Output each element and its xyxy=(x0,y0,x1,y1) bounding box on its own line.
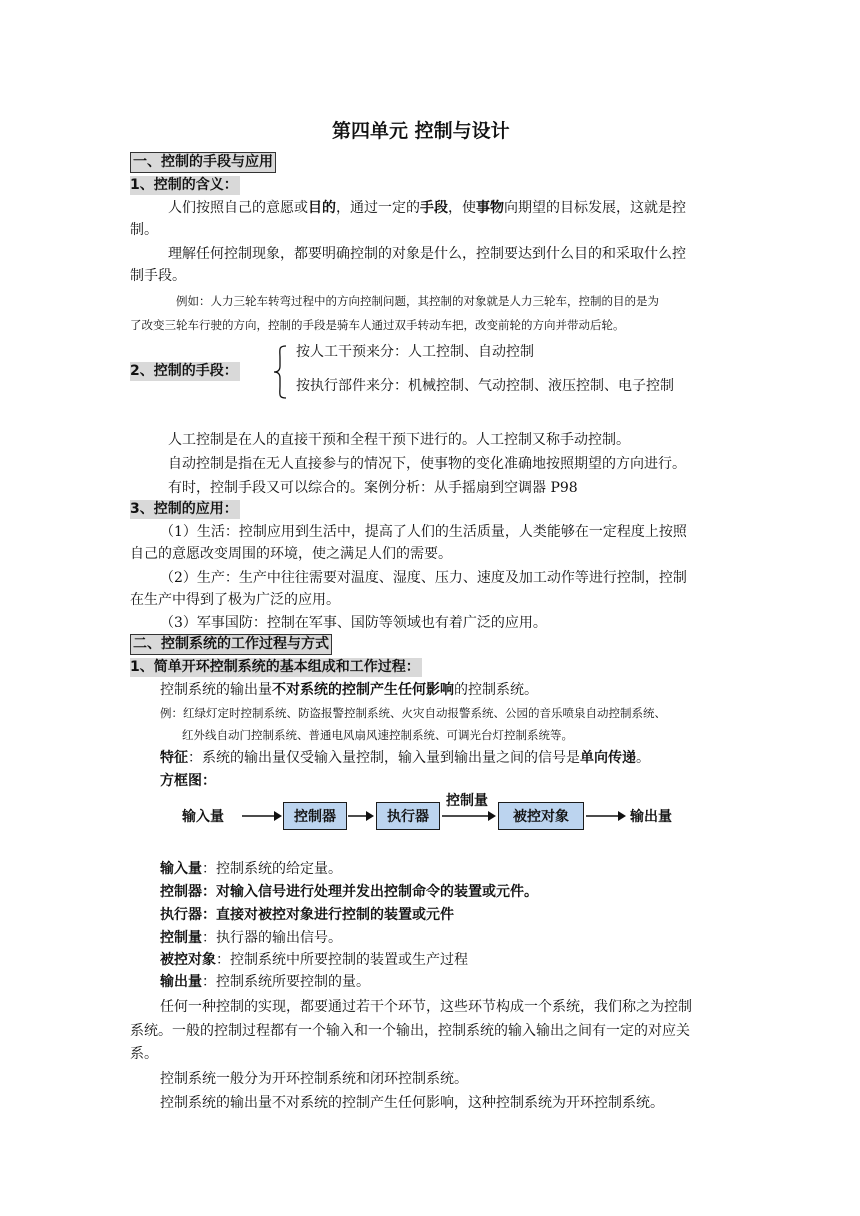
page-title: 第四单元 控制与设计 xyxy=(332,120,510,142)
arrow-right-icon xyxy=(240,808,284,824)
combined-control-text: 有时，控制手段又可以综合的。案例分析：从手摇扇到空调器 P98 xyxy=(168,480,578,496)
subheading-control-application: 3、控制的应用： xyxy=(130,501,238,517)
application-life: （1）生活：控制应用到生活中，提高了人们的生活质量，人类能够在一定程度上按照 xyxy=(160,524,687,540)
closing-paragraph-1-end: 系。 xyxy=(130,1046,158,1062)
brace-icon xyxy=(272,344,288,400)
paragraph-understanding: 理解任何控制现象，都要明确控制的对象是什么，控制要达到什么目的和采取什么控 xyxy=(168,246,686,262)
means-by-actuator: 按执行部件来分：机械控制、气动控制、液压控制、电子控制 xyxy=(296,378,674,394)
definition-controller: 控制器：对输入信号进行处理并发出控制命令的装置或元件。 xyxy=(160,884,538,900)
subheading-control-meaning: 1、控制的含义： xyxy=(130,177,238,193)
subheading-control-means: 2、控制的手段： xyxy=(130,363,238,379)
open-loop-examples-cont: 红外线自动门控制系统、普通电风扇风速控制系统、可调光台灯控制系统等。 xyxy=(182,728,573,742)
application-production: （2）生产：生产中往往需要对温度、湿度、压力、速度及加工动作等进行控制，控制 xyxy=(160,570,687,586)
application-military: （3）军事国防：控制在军事、国防等领域也有着广泛的应用。 xyxy=(160,615,547,631)
section-heading-2: 二、控制系统的工作过程与方式 xyxy=(130,634,332,655)
open-loop-feature: 特征：系统的输出量仅受输入量控制，输入量到输出量之间的信号是单向传递。 xyxy=(160,750,650,766)
diagram-controller-box: 控制器 xyxy=(283,802,347,830)
diagram-controlled-object-box: 被控对象 xyxy=(498,802,584,830)
subheading-open-loop: 1、简单开环控制系统的基本组成和工作过程： xyxy=(130,659,420,675)
paragraph-understanding-cont: 制手段。 xyxy=(130,268,186,284)
definition-actuator: 执行器：直接对被控对象进行控制的装置或元件 xyxy=(160,907,454,923)
closing-paragraph-2: 控制系统一般分为开环控制系统和闭环控制系统。 xyxy=(160,1071,468,1087)
example-tricycle-cont: 了改变三轮车行驶的方向，控制的手段是骑车人通过双手转动车把，改变前轮的方向并带动后轮。 xyxy=(130,318,625,332)
arrow-right-icon xyxy=(346,808,376,824)
arrow-right-icon xyxy=(440,808,498,824)
application-production-cont: 在生产中得到了极为广泛的应用。 xyxy=(130,592,340,608)
diagram-output-label: 输出量 xyxy=(630,809,672,825)
example-tricycle: 例如：人力三轮车转弯过程中的方向控制问题，其控制的对象就是人力三轮车，控制的目的是为 xyxy=(176,294,659,308)
application-life-cont: 自己的意愿改变周围的环境，使之满足人们的需要。 xyxy=(130,546,452,562)
closing-paragraph-1-cont: 系统。一般的控制过程都有一个输入和一个输出，控制系统的输入输出之间有一定的对应关 xyxy=(130,1023,690,1039)
closing-paragraph-1: 任何一种控制的实现，都要通过若干个环节，这些环节构成一个系统，我们称之为控制 xyxy=(160,999,692,1015)
block-diagram-label: 方框图： xyxy=(160,773,216,789)
means-by-intervention: 按人工干预来分：人工控制、自动控制 xyxy=(296,344,534,360)
auto-control-text: 自动控制是指在无人直接参与的情况下，使事物的变化准确地按照期望的方向进行。 xyxy=(168,456,686,472)
diagram-actuator-box: 执行器 xyxy=(376,802,440,830)
definition-control-quantity: 控制量：执行器的输出信号。 xyxy=(160,930,342,946)
paragraph-control-meaning-cont: 制。 xyxy=(130,222,158,238)
open-loop-examples: 例：红绿灯定时控制系统、防盗报警控制系统、火灾自动报警系统、公园的音乐喷泉自动控制系统、 xyxy=(160,706,666,720)
diagram-input-label: 输入量 xyxy=(182,809,224,825)
paragraph-control-meaning: 人们按照自己的意愿或目的，通过一定的手段，使事物向期望的目标发展，这就是控 xyxy=(168,200,686,216)
arrow-right-icon xyxy=(584,808,628,824)
section-heading-1: 一、控制的手段与应用 xyxy=(130,152,276,173)
diagram-control-quantity-label: 控制量 xyxy=(446,793,488,809)
open-loop-definition: 控制系统的输出量不对系统的控制产生任何影响的控制系统。 xyxy=(160,682,538,698)
closing-paragraph-3: 控制系统的输出量不对系统的控制产生任何影响，这种控制系统为开环控制系统。 xyxy=(160,1095,664,1111)
definition-controlled-object: 被控对象：控制系统中所要控制的装置或生产过程 xyxy=(160,952,468,968)
definition-output: 输出量：控制系统所要控制的量。 xyxy=(160,974,370,990)
manual-control-text: 人工控制是在人的直接干预和全程干预下进行的。人工控制又称手动控制。 xyxy=(168,432,630,448)
definition-input: 输入量：控制系统的给定量。 xyxy=(160,861,342,877)
